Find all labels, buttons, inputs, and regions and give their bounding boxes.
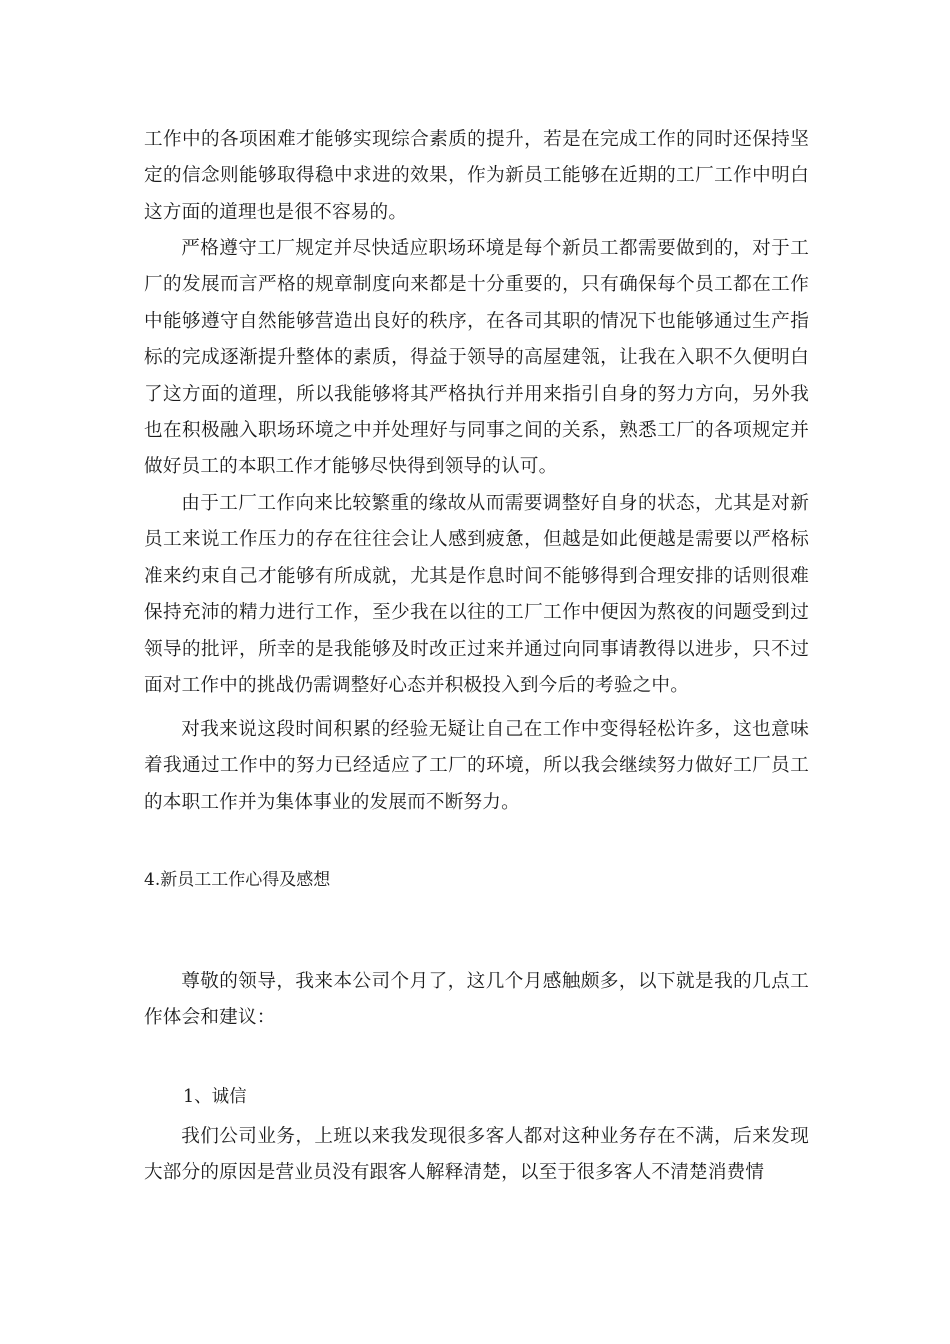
- paragraph-5: 尊敬的领导，我来本公司个月了，这几个月感触颇多，以下就是我的几点工作体会和建议：: [144, 971, 809, 1029]
- list-item-1: 1、诚信: [183, 1087, 247, 1107]
- paragraph-6: 我们公司业务，上班以来我发现很多客人都对这种业务存在不满，后来发现大部分的原因是营业员没有跟客人解释清楚，以至于很多客人不清楚消费情: [144, 1126, 809, 1184]
- paragraph-1: 工作中的各项困难才能够实现综合素质的提升，若是在完成工作的同时还保持坚定的信念则能够取得稳中求进的效果，作为新员工能够在近期的工厂工作中明白这方面的道理也是很不容易的。: [144, 129, 809, 223]
- paragraph-2: 严格遵守工厂规定并尽快适应职场环境是每个新员工都需要做到的，对于工厂的发展而言严格的规章制度向来都是十分重要的，只有确保每个员工都在工作中能够遵守自然能够营造出良好的秩序，在各司其职的情况下也能够通过生产指标的完成逐渐提升整体的素质，得益于领导的高屋建瓴，让我在入职不久便明白了这方面的道理，所以我能够将其严格执行并用来指引自身的努力方向，另外我也在积极融入职场环境之中并处理好与同事之间的关系，熟悉工厂的各项规定并做好员工的本职工作才能够尽快得到领导的认可。: [144, 238, 809, 478]
- paragraph-3: 由于工厂工作向来比较繁重的缘故从而需要调整好自身的状态，尤其是对新员工来说工作压力的存在往往会让人感到疲惫，但越是如此便越是需要以严格标准来约束自己才能够有所成就，尤其是作息时间不能够得到合理安排的话则很难保持充沛的精力进行工作，至少我在以往的工厂工作中便因为熬夜的问题受到过领导的批评，所幸的是我能够及时改正过来并通过向同事请教得以进步，只不过面对工作中的挑战仍需调整好心态并积极投入到今后的考验之中。: [144, 493, 809, 697]
- section-heading: 4.新员工工作心得及感想: [144, 870, 331, 890]
- paragraph-4: 对我来说这段时间积累的经验无疑让自己在工作中变得轻松许多，这也意味着我通过工作中的努力已经适应了工厂的环境，所以我会继续努力做好工厂员工的本职工作并为集体事业的发展而不断努力。: [144, 719, 809, 813]
